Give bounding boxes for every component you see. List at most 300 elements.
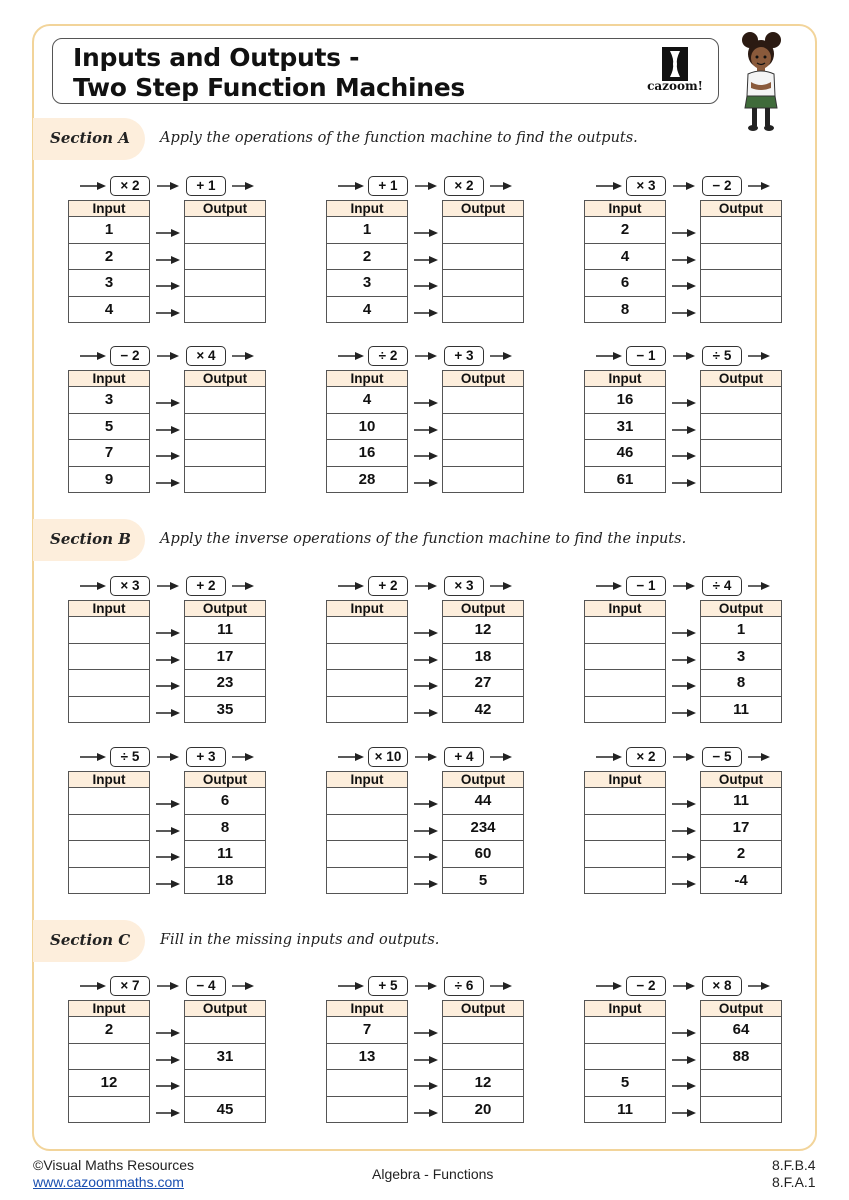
row-arrow-icon bbox=[156, 478, 180, 488]
output-cell: 31 bbox=[185, 1044, 265, 1071]
input-cell: 2 bbox=[585, 217, 665, 244]
output-table bbox=[184, 771, 266, 894]
output-cell[interactable] bbox=[185, 270, 265, 297]
section-label-pill bbox=[33, 118, 145, 160]
output-cell: 234 bbox=[443, 815, 523, 842]
arrow-icon bbox=[232, 752, 254, 762]
operation-2-box: + 2 bbox=[186, 576, 226, 596]
input-table bbox=[584, 771, 666, 894]
row-arrow-icon bbox=[156, 628, 180, 638]
footer-left bbox=[33, 1157, 194, 1191]
row-arrow-icon bbox=[156, 255, 180, 265]
row-arrow-icon bbox=[672, 681, 696, 691]
arrow-icon bbox=[415, 351, 437, 361]
input-cell[interactable] bbox=[69, 788, 149, 815]
input-cell[interactable] bbox=[327, 644, 407, 671]
input-header: Input bbox=[327, 200, 407, 217]
operation-2-box: + 4 bbox=[444, 747, 484, 767]
operation-2-box: − 4 bbox=[186, 976, 226, 996]
output-cell[interactable] bbox=[185, 467, 265, 494]
output-cell: 11 bbox=[701, 697, 781, 724]
operation-1-box: × 2 bbox=[626, 747, 666, 767]
row-arrow-icon bbox=[672, 852, 696, 862]
operation-1-box: − 2 bbox=[626, 976, 666, 996]
input-cell[interactable] bbox=[69, 841, 149, 868]
section-label: Section B bbox=[50, 530, 131, 548]
arrow-icon bbox=[157, 581, 179, 591]
arrow-icon bbox=[596, 981, 622, 991]
input-cell: 5 bbox=[585, 1070, 665, 1097]
arrow-icon bbox=[338, 351, 364, 361]
arrow-icon bbox=[157, 181, 179, 191]
output-cell: 6 bbox=[185, 788, 265, 815]
output-cell[interactable] bbox=[701, 244, 781, 271]
arrow-icon bbox=[673, 981, 695, 991]
input-cell: 2 bbox=[69, 1017, 149, 1044]
arrow-icon bbox=[232, 581, 254, 591]
operation-2-box: − 2 bbox=[702, 176, 742, 196]
row-arrow-icon bbox=[672, 655, 696, 665]
output-table bbox=[184, 1000, 266, 1123]
row-arrow-icon bbox=[156, 708, 180, 718]
output-cell: 11 bbox=[185, 841, 265, 868]
input-cell: 4 bbox=[327, 387, 407, 414]
output-cell: 27 bbox=[443, 670, 523, 697]
input-cell[interactable] bbox=[327, 868, 407, 895]
input-cell: 6 bbox=[585, 270, 665, 297]
input-table bbox=[584, 600, 666, 723]
output-table bbox=[700, 771, 782, 894]
output-cell[interactable] bbox=[443, 297, 523, 324]
output-cell: 5 bbox=[443, 868, 523, 895]
arrow-icon bbox=[596, 181, 622, 191]
input-cell: 4 bbox=[327, 297, 407, 324]
row-arrow-icon bbox=[414, 281, 438, 291]
input-cell: 28 bbox=[327, 467, 407, 494]
output-cell[interactable] bbox=[443, 440, 523, 467]
row-arrow-icon bbox=[414, 1055, 438, 1065]
input-table bbox=[584, 1000, 666, 1123]
output-header: Output bbox=[185, 200, 265, 217]
output-cell: 8 bbox=[185, 815, 265, 842]
output-cell[interactable] bbox=[185, 244, 265, 271]
section-instruction: Apply the operations of the function machine to find the outputs. bbox=[160, 130, 638, 146]
output-cell: 12 bbox=[443, 1070, 523, 1097]
input-header: Input bbox=[69, 200, 149, 217]
input-cell[interactable] bbox=[69, 1044, 149, 1071]
function-machine bbox=[326, 747, 526, 907]
input-table bbox=[68, 600, 150, 723]
row-arrow-icon bbox=[156, 425, 180, 435]
row-arrow-icon bbox=[672, 281, 696, 291]
operation-1-box: − 2 bbox=[110, 346, 150, 366]
input-cell[interactable] bbox=[585, 815, 665, 842]
output-cell: 64 bbox=[701, 1017, 781, 1044]
row-arrow-icon bbox=[156, 655, 180, 665]
row-arrow-icon bbox=[672, 425, 696, 435]
output-cell[interactable] bbox=[443, 414, 523, 441]
input-cell: 1 bbox=[69, 217, 149, 244]
row-arrow-icon bbox=[156, 879, 180, 889]
output-cell[interactable] bbox=[701, 297, 781, 324]
output-cell[interactable] bbox=[443, 217, 523, 244]
arrow-icon bbox=[157, 351, 179, 361]
operation-2-box: ÷ 6 bbox=[444, 976, 484, 996]
operation-1-box: × 2 bbox=[110, 176, 150, 196]
input-cell: 3 bbox=[327, 270, 407, 297]
output-cell: -4 bbox=[701, 868, 781, 895]
row-arrow-icon bbox=[156, 681, 180, 691]
title-box bbox=[52, 38, 719, 104]
input-cell: 8 bbox=[585, 297, 665, 324]
function-machine bbox=[68, 346, 268, 506]
title-line-2: Two Step Function Machines bbox=[73, 73, 466, 102]
arrow-icon bbox=[338, 981, 364, 991]
arrow-icon bbox=[673, 581, 695, 591]
row-arrow-icon bbox=[672, 799, 696, 809]
arrow-icon bbox=[80, 752, 106, 762]
operation-1-box: + 5 bbox=[368, 976, 408, 996]
operation-2-box: ÷ 5 bbox=[702, 346, 742, 366]
arrow-icon bbox=[673, 351, 695, 361]
worksheet-title bbox=[73, 43, 465, 103]
row-arrow-icon bbox=[414, 655, 438, 665]
operation-1-box: × 3 bbox=[626, 176, 666, 196]
output-cell: 45 bbox=[185, 1097, 265, 1124]
arrow-icon bbox=[490, 981, 512, 991]
output-table bbox=[184, 370, 266, 493]
arrow-icon bbox=[596, 581, 622, 591]
input-cell[interactable] bbox=[69, 815, 149, 842]
footer-topic: Algebra - Functions bbox=[372, 1166, 494, 1182]
input-header: Input bbox=[69, 600, 149, 617]
output-header: Output bbox=[443, 370, 523, 387]
input-header: Input bbox=[585, 771, 665, 788]
input-cell[interactable] bbox=[585, 788, 665, 815]
output-cell[interactable] bbox=[185, 1017, 265, 1044]
operation-1-box: + 1 bbox=[368, 176, 408, 196]
operation-2-box: − 5 bbox=[702, 747, 742, 767]
output-header: Output bbox=[443, 771, 523, 788]
arrow-icon bbox=[415, 981, 437, 991]
output-cell: 1 bbox=[701, 617, 781, 644]
arrow-icon bbox=[338, 581, 364, 591]
input-cell: 9 bbox=[69, 467, 149, 494]
operation-2-box: × 4 bbox=[186, 346, 226, 366]
row-arrow-icon bbox=[414, 255, 438, 265]
operation-1-box: × 7 bbox=[110, 976, 150, 996]
row-arrow-icon bbox=[672, 398, 696, 408]
arrow-icon bbox=[490, 181, 512, 191]
input-cell[interactable] bbox=[69, 868, 149, 895]
input-table bbox=[68, 771, 150, 894]
output-header: Output bbox=[185, 600, 265, 617]
output-cell: 17 bbox=[701, 815, 781, 842]
output-cell[interactable] bbox=[185, 414, 265, 441]
input-cell[interactable] bbox=[327, 841, 407, 868]
output-cell[interactable] bbox=[185, 217, 265, 244]
output-cell: 44 bbox=[443, 788, 523, 815]
row-arrow-icon bbox=[414, 628, 438, 638]
row-arrow-icon bbox=[156, 799, 180, 809]
input-table bbox=[326, 600, 408, 723]
output-cell[interactable] bbox=[185, 387, 265, 414]
function-machine bbox=[584, 747, 784, 907]
row-arrow-icon bbox=[414, 308, 438, 318]
output-table bbox=[700, 1000, 782, 1123]
row-arrow-icon bbox=[156, 398, 180, 408]
logo-mark-icon bbox=[662, 47, 688, 81]
arrow-icon bbox=[157, 752, 179, 762]
title-line-1: Inputs and Outputs - bbox=[73, 43, 360, 72]
input-cell[interactable] bbox=[327, 670, 407, 697]
output-cell[interactable] bbox=[443, 1044, 523, 1071]
input-cell[interactable] bbox=[327, 788, 407, 815]
function-machine bbox=[68, 576, 268, 736]
input-cell: 11 bbox=[585, 1097, 665, 1124]
input-table bbox=[326, 1000, 408, 1123]
function-machine bbox=[68, 976, 268, 1136]
row-arrow-icon bbox=[414, 451, 438, 461]
row-arrow-icon bbox=[414, 799, 438, 809]
row-arrow-icon bbox=[156, 1108, 180, 1118]
row-arrow-icon bbox=[672, 1028, 696, 1038]
output-cell: 12 bbox=[443, 617, 523, 644]
row-arrow-icon bbox=[672, 228, 696, 238]
output-cell: 11 bbox=[185, 617, 265, 644]
input-cell[interactable] bbox=[327, 1097, 407, 1124]
input-cell: 5 bbox=[69, 414, 149, 441]
output-cell: 8 bbox=[701, 670, 781, 697]
output-cell[interactable] bbox=[701, 270, 781, 297]
output-table bbox=[442, 200, 524, 323]
function-machine bbox=[584, 346, 784, 506]
footer-standards bbox=[772, 1157, 816, 1191]
row-arrow-icon bbox=[414, 228, 438, 238]
output-cell[interactable] bbox=[443, 270, 523, 297]
arrow-icon bbox=[596, 752, 622, 762]
arrow-icon bbox=[80, 981, 106, 991]
output-cell[interactable] bbox=[701, 414, 781, 441]
section-label: Section A bbox=[50, 129, 130, 147]
operation-1-box: + 2 bbox=[368, 576, 408, 596]
student-mascot-icon bbox=[737, 30, 785, 134]
output-header: Output bbox=[185, 1000, 265, 1017]
input-cell[interactable] bbox=[69, 1097, 149, 1124]
function-machine bbox=[584, 576, 784, 736]
arrow-icon bbox=[415, 581, 437, 591]
section-label: Section C bbox=[50, 931, 131, 949]
operation-1-box: − 1 bbox=[626, 576, 666, 596]
input-cell[interactable] bbox=[585, 697, 665, 724]
section-label-pill bbox=[33, 519, 145, 561]
input-cell[interactable] bbox=[585, 644, 665, 671]
operation-2-box: + 1 bbox=[186, 176, 226, 196]
row-arrow-icon bbox=[414, 879, 438, 889]
row-arrow-icon bbox=[414, 425, 438, 435]
output-cell[interactable] bbox=[443, 387, 523, 414]
input-cell[interactable] bbox=[69, 617, 149, 644]
output-header: Output bbox=[185, 370, 265, 387]
input-cell: 13 bbox=[327, 1044, 407, 1071]
input-cell: 31 bbox=[585, 414, 665, 441]
input-header: Input bbox=[69, 1000, 149, 1017]
input-cell[interactable] bbox=[69, 644, 149, 671]
output-cell[interactable] bbox=[185, 1070, 265, 1097]
input-header: Input bbox=[585, 200, 665, 217]
logo-text: cazoom! bbox=[647, 79, 703, 93]
operation-2-box: + 3 bbox=[186, 747, 226, 767]
output-cell[interactable] bbox=[701, 387, 781, 414]
output-table bbox=[700, 600, 782, 723]
arrow-icon bbox=[338, 181, 364, 191]
input-cell: 2 bbox=[327, 244, 407, 271]
arrow-icon bbox=[415, 181, 437, 191]
input-header: Input bbox=[69, 370, 149, 387]
input-cell[interactable] bbox=[327, 815, 407, 842]
row-arrow-icon bbox=[414, 1081, 438, 1091]
input-cell: 61 bbox=[585, 467, 665, 494]
output-cell[interactable] bbox=[185, 297, 265, 324]
standard-code-2: 8.F.A.1 bbox=[772, 1174, 816, 1190]
function-machine bbox=[584, 176, 784, 336]
output-cell: 23 bbox=[185, 670, 265, 697]
arrow-icon bbox=[232, 351, 254, 361]
row-arrow-icon bbox=[414, 1108, 438, 1118]
input-cell[interactable] bbox=[585, 617, 665, 644]
arrow-icon bbox=[748, 351, 770, 361]
input-cell[interactable] bbox=[327, 697, 407, 724]
row-arrow-icon bbox=[672, 1055, 696, 1065]
input-cell: 16 bbox=[585, 387, 665, 414]
input-header: Input bbox=[327, 1000, 407, 1017]
row-arrow-icon bbox=[156, 1028, 180, 1038]
input-table bbox=[68, 370, 150, 493]
input-cell: 4 bbox=[69, 297, 149, 324]
input-table bbox=[68, 1000, 150, 1123]
row-arrow-icon bbox=[156, 308, 180, 318]
input-cell[interactable] bbox=[69, 697, 149, 724]
output-cell: 2 bbox=[701, 841, 781, 868]
output-cell: 11 bbox=[701, 788, 781, 815]
function-machine bbox=[326, 346, 526, 506]
input-cell[interactable] bbox=[585, 1017, 665, 1044]
output-cell: 18 bbox=[185, 868, 265, 895]
arrow-icon bbox=[490, 351, 512, 361]
output-header: Output bbox=[701, 1000, 781, 1017]
row-arrow-icon bbox=[156, 852, 180, 862]
output-cell[interactable] bbox=[701, 217, 781, 244]
output-header: Output bbox=[185, 771, 265, 788]
input-cell: 10 bbox=[327, 414, 407, 441]
input-table bbox=[326, 200, 408, 323]
output-cell[interactable] bbox=[701, 1070, 781, 1097]
function-machine bbox=[326, 976, 526, 1136]
arrow-icon bbox=[748, 752, 770, 762]
input-cell: 4 bbox=[585, 244, 665, 271]
copyright-text: ©Visual Maths Resources bbox=[33, 1157, 195, 1173]
row-arrow-icon bbox=[156, 451, 180, 461]
output-table bbox=[442, 370, 524, 493]
output-cell[interactable] bbox=[701, 440, 781, 467]
row-arrow-icon bbox=[672, 308, 696, 318]
input-header: Input bbox=[585, 370, 665, 387]
operation-1-box: ÷ 2 bbox=[368, 346, 408, 366]
output-header: Output bbox=[701, 200, 781, 217]
row-arrow-icon bbox=[672, 255, 696, 265]
row-arrow-icon bbox=[156, 826, 180, 836]
function-machine bbox=[584, 976, 784, 1136]
input-cell[interactable] bbox=[327, 617, 407, 644]
operation-1-box: × 3 bbox=[110, 576, 150, 596]
row-arrow-icon bbox=[156, 1055, 180, 1065]
input-header: Input bbox=[327, 600, 407, 617]
input-cell: 46 bbox=[585, 440, 665, 467]
input-cell[interactable] bbox=[327, 1070, 407, 1097]
row-arrow-icon bbox=[414, 1028, 438, 1038]
row-arrow-icon bbox=[414, 398, 438, 408]
output-cell: 17 bbox=[185, 644, 265, 671]
arrow-icon bbox=[80, 181, 106, 191]
output-header: Output bbox=[701, 370, 781, 387]
arrow-icon bbox=[490, 752, 512, 762]
input-table bbox=[584, 370, 666, 493]
operation-2-box: × 2 bbox=[444, 176, 484, 196]
row-arrow-icon bbox=[414, 708, 438, 718]
input-header: Input bbox=[69, 771, 149, 788]
output-header: Output bbox=[701, 600, 781, 617]
input-table bbox=[584, 200, 666, 323]
input-cell[interactable] bbox=[585, 1044, 665, 1071]
output-table bbox=[184, 600, 266, 723]
output-cell[interactable] bbox=[443, 1017, 523, 1044]
row-arrow-icon bbox=[672, 451, 696, 461]
output-cell[interactable] bbox=[443, 244, 523, 271]
arrow-icon bbox=[415, 752, 437, 762]
output-header: Output bbox=[443, 1000, 523, 1017]
row-arrow-icon bbox=[156, 1081, 180, 1091]
input-cell: 3 bbox=[69, 387, 149, 414]
output-cell[interactable] bbox=[443, 467, 523, 494]
input-cell: 7 bbox=[69, 440, 149, 467]
input-cell[interactable] bbox=[69, 670, 149, 697]
arrow-icon bbox=[673, 181, 695, 191]
row-arrow-icon bbox=[414, 852, 438, 862]
input-cell[interactable] bbox=[585, 841, 665, 868]
input-cell[interactable] bbox=[585, 670, 665, 697]
input-table bbox=[68, 200, 150, 323]
input-cell[interactable] bbox=[585, 868, 665, 895]
output-cell[interactable] bbox=[185, 440, 265, 467]
arrow-icon bbox=[748, 981, 770, 991]
output-cell: 42 bbox=[443, 697, 523, 724]
arrow-icon bbox=[596, 351, 622, 361]
output-table bbox=[700, 200, 782, 323]
website-link[interactable]: www.cazoommaths.com bbox=[33, 1174, 184, 1190]
row-arrow-icon bbox=[672, 708, 696, 718]
row-arrow-icon bbox=[414, 826, 438, 836]
row-arrow-icon bbox=[672, 879, 696, 889]
arrow-icon bbox=[673, 752, 695, 762]
function-machine bbox=[68, 176, 268, 336]
output-cell[interactable] bbox=[701, 1097, 781, 1124]
input-header: Input bbox=[585, 600, 665, 617]
output-table bbox=[184, 200, 266, 323]
input-table bbox=[326, 771, 408, 894]
output-cell[interactable] bbox=[701, 467, 781, 494]
input-cell: 1 bbox=[327, 217, 407, 244]
input-cell: 3 bbox=[69, 270, 149, 297]
